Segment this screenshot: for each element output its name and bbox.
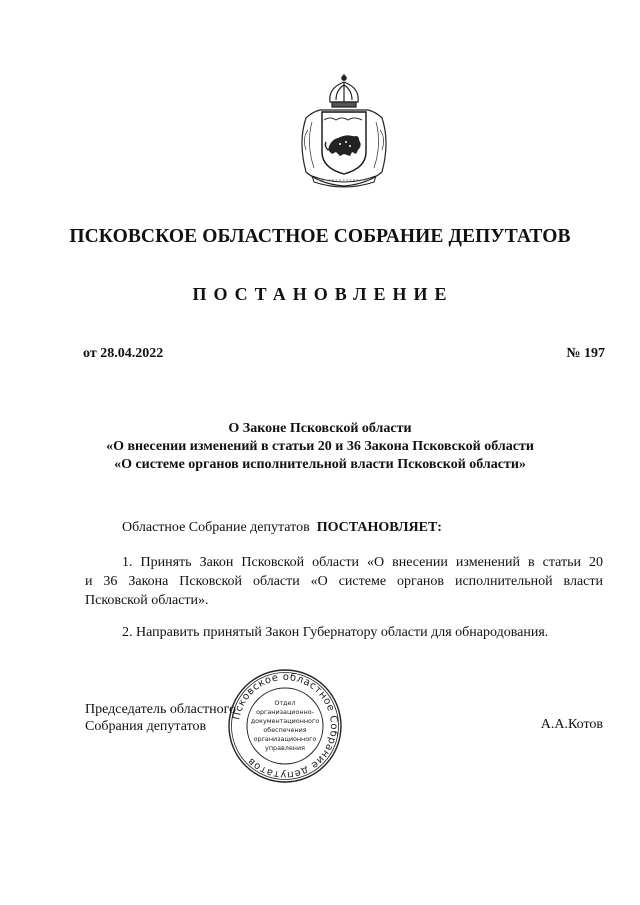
item-line: Псковской области». (85, 593, 209, 608)
resolution-item-2: 2. Направить принятый Закон Губернатору области для обнародования. (122, 625, 549, 640)
signatory-position (85, 701, 236, 735)
preamble (122, 521, 442, 535)
document-number: № 197 (566, 346, 605, 361)
signatory-position-line: Председатель областного (85, 702, 237, 717)
item-line: 1. Принять Закон Псковской области «О внесении изменений в статьи 20 (122, 555, 603, 570)
organization-title: ПСКОВСКОЕ ОБЛАСТНОЕ СОБРАНИЕ ДЕПУТАТОВ (69, 226, 571, 247)
item-line: и 36 Закона Псковской области «О системе органов исполнительной власти (85, 574, 603, 589)
document-subject (0, 420, 640, 474)
stamp-center-text: документационного (250, 717, 320, 725)
signatory-position-line: Собрания депутатов (85, 719, 207, 734)
signatory-name: А.А.Котов (540, 717, 603, 732)
document-date: от 28.04.2022 (83, 346, 164, 361)
stamp-center-text: обеспечения (263, 726, 307, 734)
stamp-ring-text: Псковское областное Собрание депутатов (231, 671, 340, 781)
stamp-center-text: организационного (253, 735, 317, 743)
stamp-center-text: организационно- (256, 708, 314, 716)
resolution-item-1 (85, 553, 603, 610)
preamble-resolves: ПОСТАНОВЛЯЕТ: (316, 520, 442, 535)
preamble-text: Областное Собрание депутатов (122, 520, 310, 535)
stamp-center-text: управления (265, 744, 305, 752)
pskov-coat-of-arms-icon (292, 72, 396, 192)
subject-line: «О системе органов исполнительной власти Псковской области» (114, 457, 526, 472)
stamp-center-text: Отдел (274, 699, 296, 707)
document-type-heading: ПОСТАНОВЛЕНИЕ (192, 284, 454, 304)
subject-line: О Законе Псковской области (228, 421, 412, 436)
official-stamp (226, 667, 344, 785)
subject-line: «О внесении изменений в статьи 20 и 36 Закона Псковской области (106, 439, 534, 454)
